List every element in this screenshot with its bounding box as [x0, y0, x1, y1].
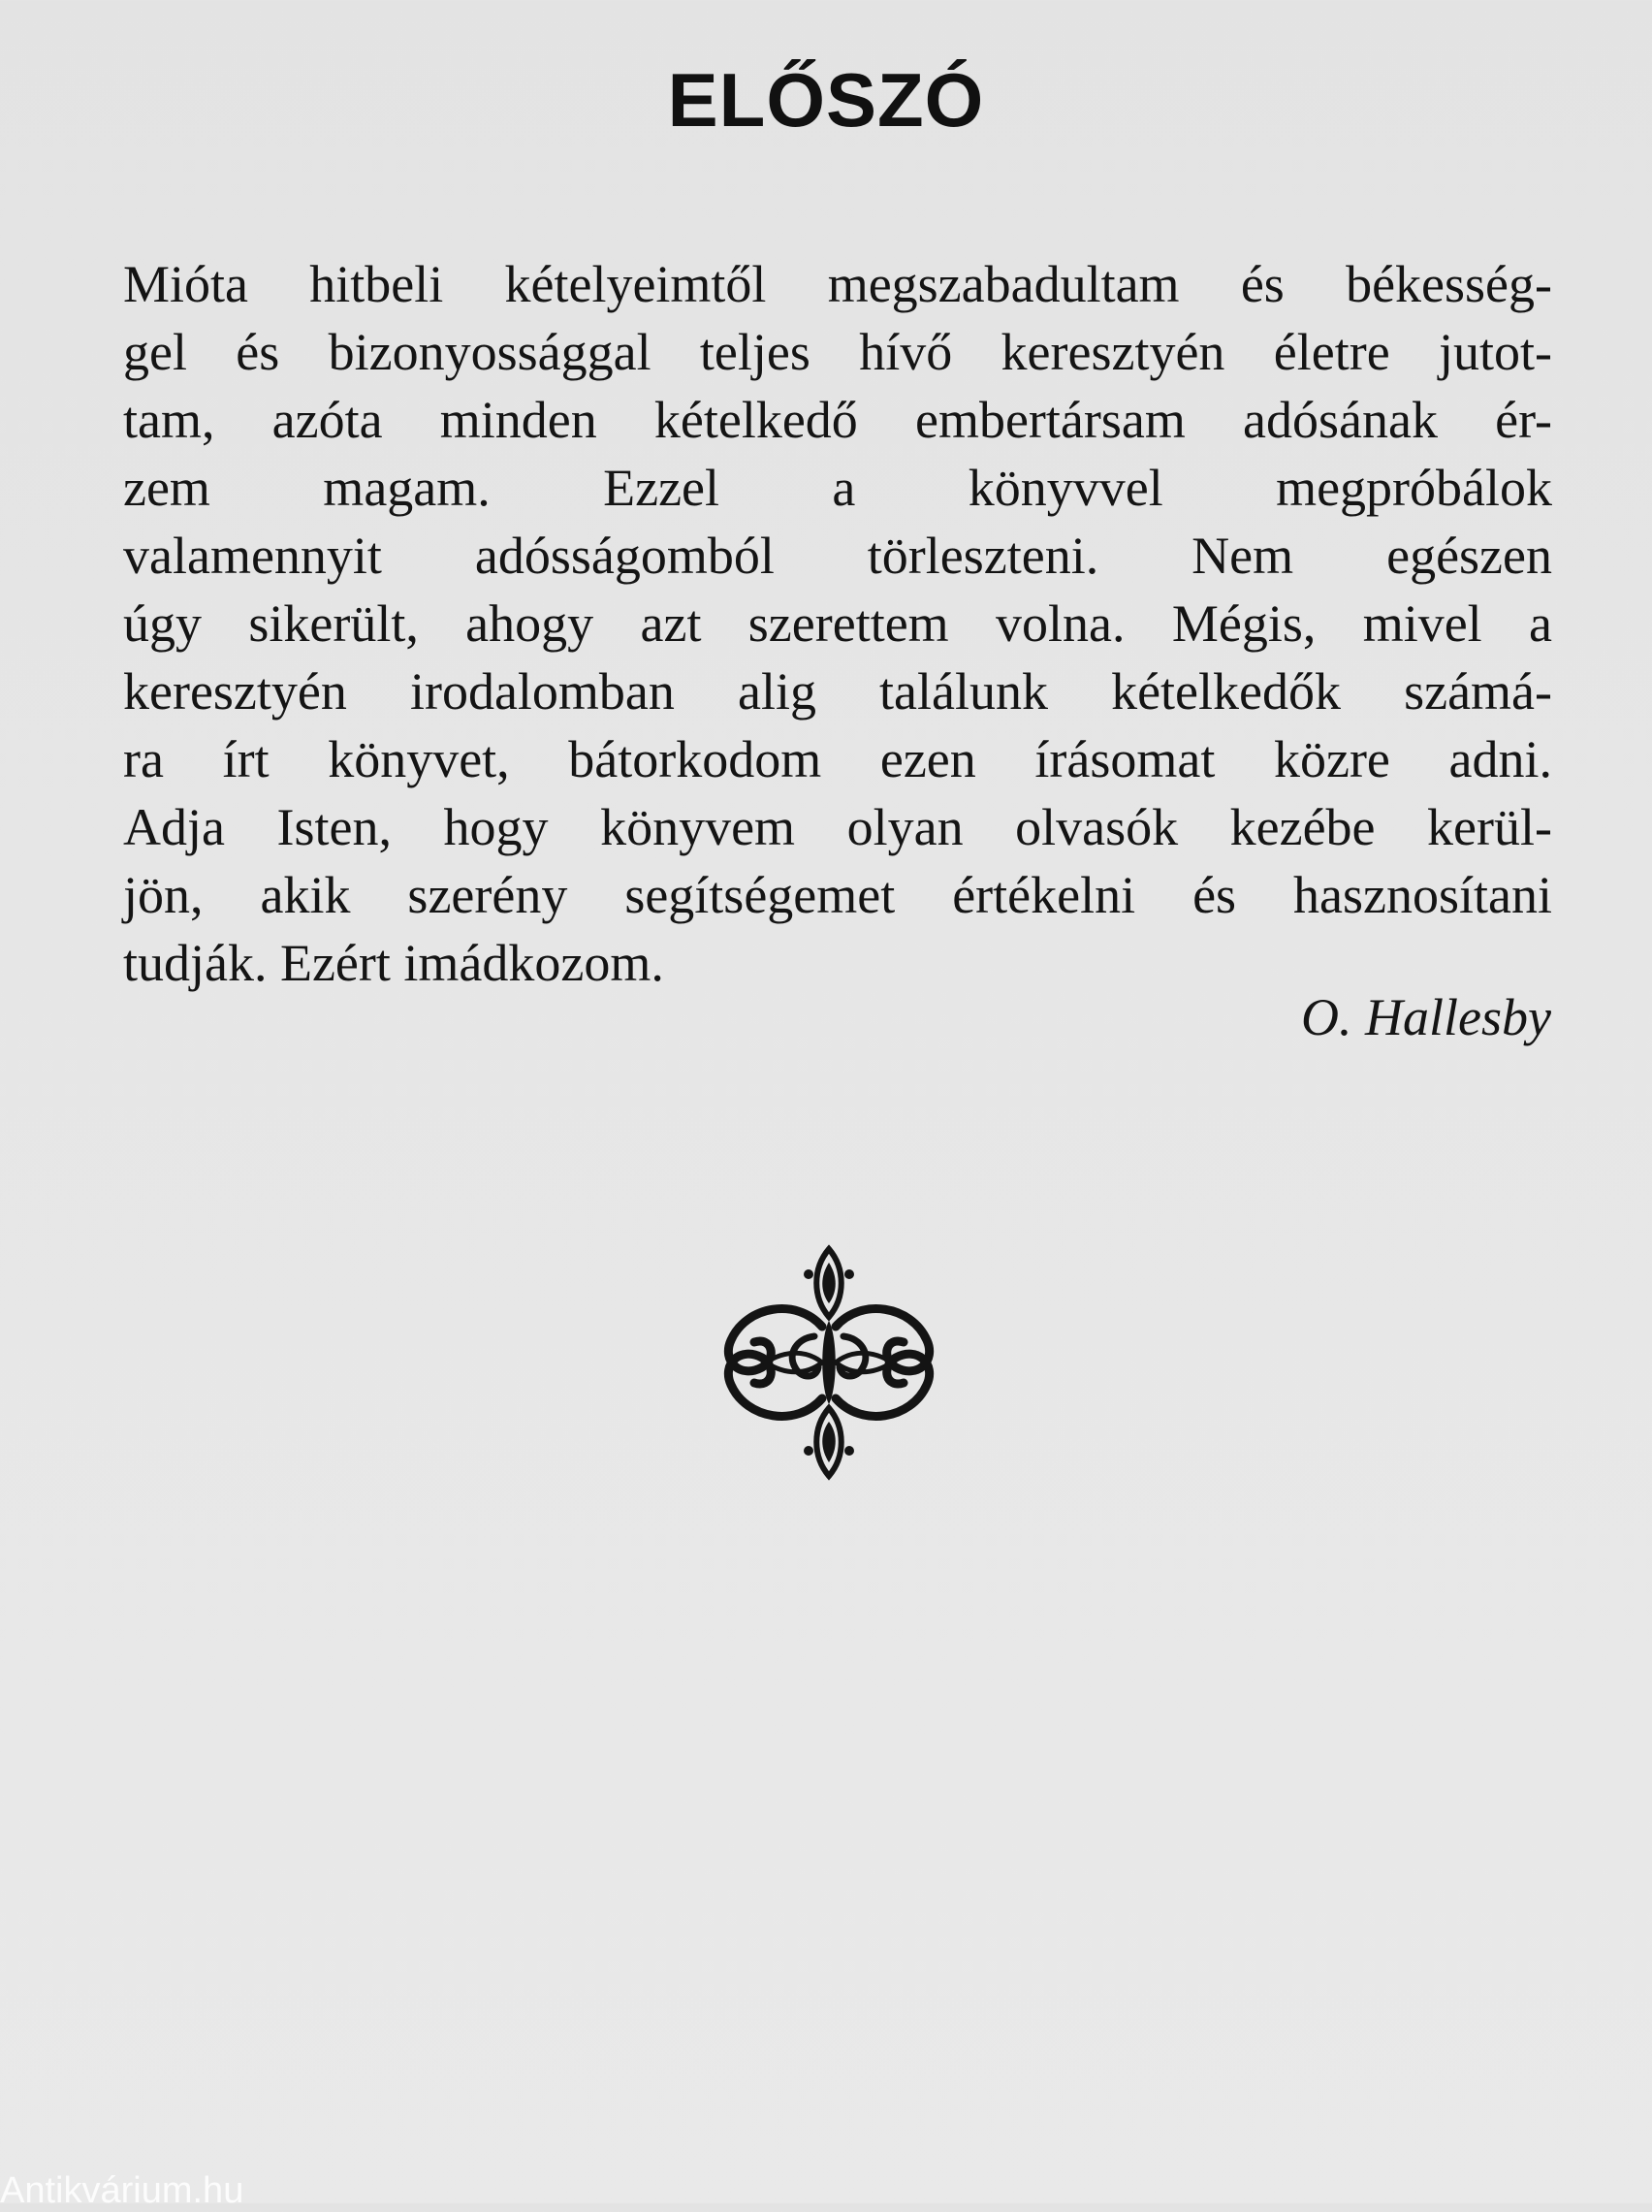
- text-line: zem magam. Ezzel a könyvvel megpróbálok: [123, 459, 1552, 517]
- author-signature: O. Hallesby: [1301, 988, 1551, 1046]
- text-line: tam, azóta minden kételkedő embertársam adósának ér-: [123, 391, 1552, 449]
- text-line: Mióta hitbeli kételyeimtől megszabadultam és békesség-: [123, 255, 1552, 313]
- text-line: valamennyit adósságomból törleszteni. Nem egészen: [123, 527, 1552, 585]
- watermark-text: Antikvárium.hu: [0, 2170, 244, 2211]
- text-line: úgy sikerült, ahogy azt szerettem volna. Mégis, mivel a: [123, 594, 1552, 653]
- preface-text: [123, 250, 1552, 997]
- page-title: ELŐSZÓ: [667, 57, 985, 143]
- floral-ornament-icon: [708, 1241, 950, 1484]
- text-line: gel és bizonyossággal teljes hívő keresztyén életre jutot-: [123, 323, 1552, 381]
- text-line: Adja Isten, hogy könyvem olyan olvasók kezébe kerül-: [123, 798, 1552, 856]
- text-line: jön, akik szerény segítségemet értékelni és hasznosítani: [123, 866, 1552, 924]
- text-line: ra írt könyvet, bátorkodom ezen írásomat közre adni.: [123, 730, 1552, 788]
- text-line: keresztyén irodalomban alig találunk kételkedők számá-: [123, 662, 1552, 721]
- text-line: tudják. Ezért imádkozom.: [123, 934, 664, 992]
